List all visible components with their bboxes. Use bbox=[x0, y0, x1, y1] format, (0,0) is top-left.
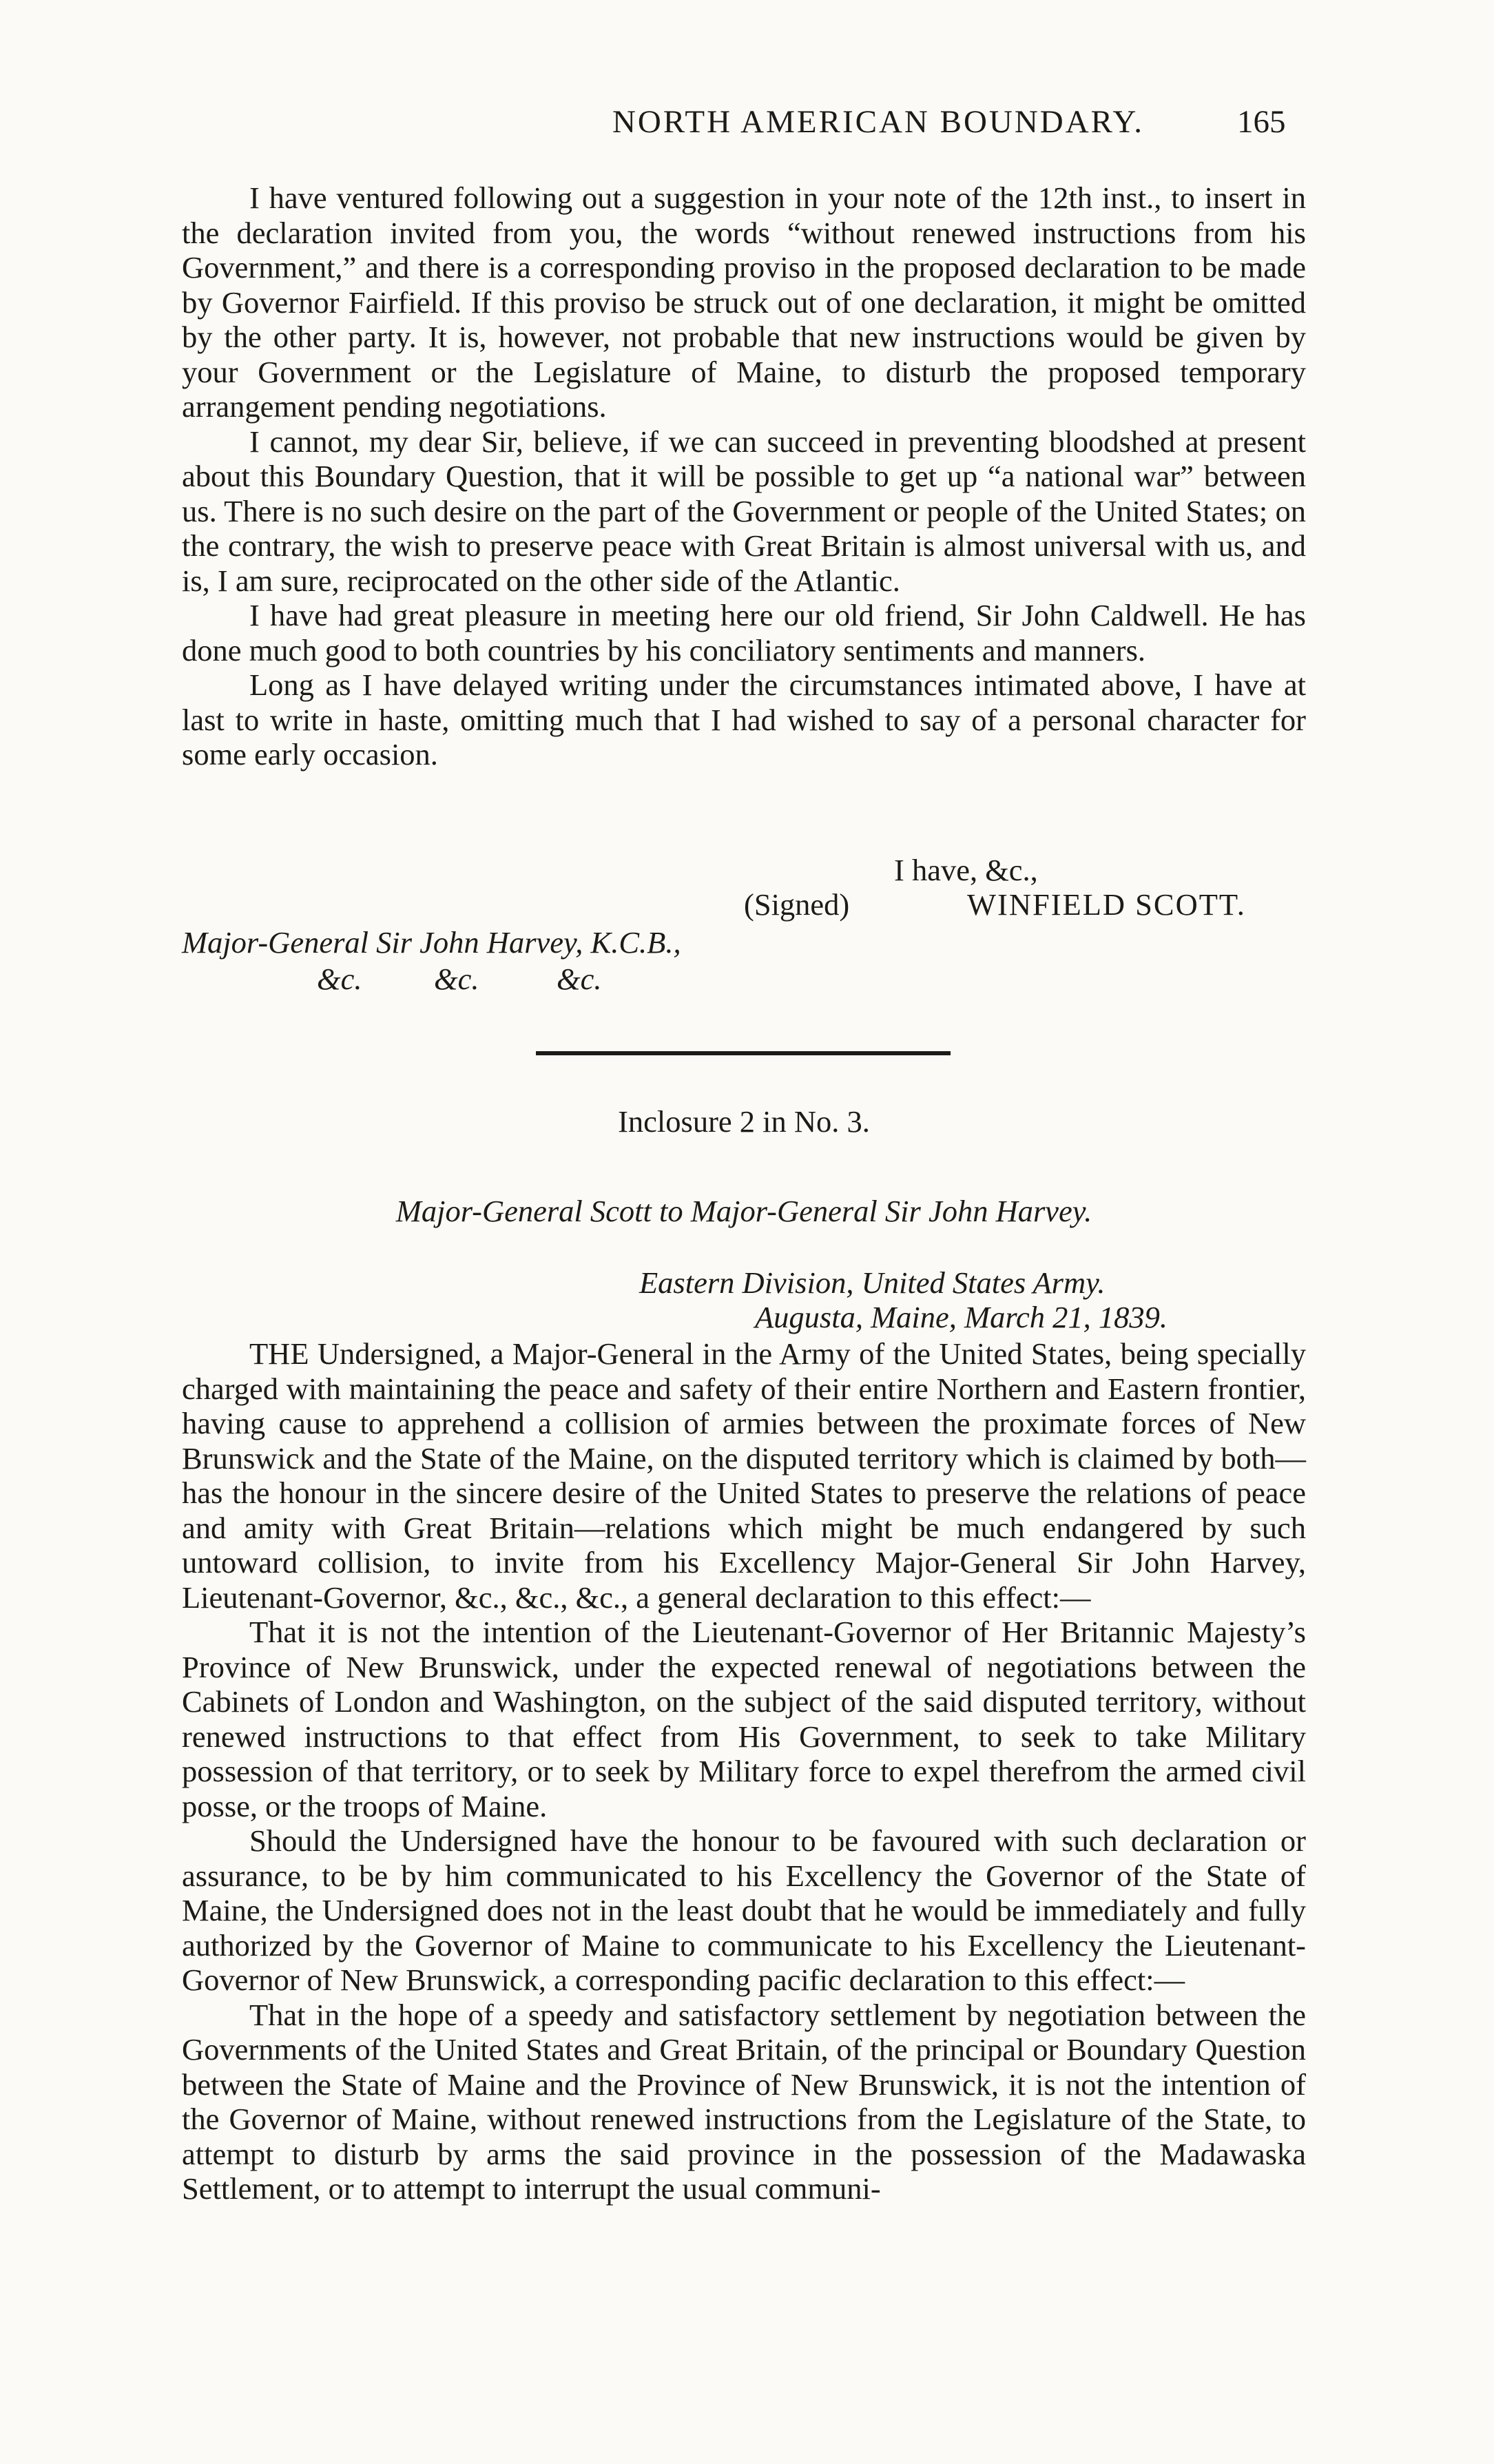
etc-mark: &c. bbox=[317, 962, 362, 996]
inclosure-subheading: Major-General Scott to Major-General Sir John Harvey. bbox=[395, 1194, 1092, 1228]
inclosure-paragraph: That in the hope of a speedy and satisfactory settlement by negotiation between the Governments of the United States and Great Britain, of the principal or Boundary Question between the State of Maine and the Province of New Brunswick, it is not the intention of the Governor of Maine, without renewed instructions from the Legislature of the State, to attempt to disturb by arms the said province in the possession of the Madawaska Settlement, or to attempt to interrupt the usual communi- bbox=[182, 1997, 1306, 2206]
inclosure-paragraph: Should the Undersigned have the honour to be favoured with such declaration or assurance, to be by him communicated to his Excellency the Governor of the State of Maine, the Undersigned does not in the least doubt that he would be immediately and fully authorized by the Governor of Maine to communicate to his Excellency the Lieutenant-Governor of New Brunswick, a corresponding pacific declaration to this effect:— bbox=[182, 1823, 1306, 1997]
letter-paragraph: I cannot, my dear Sir, believe, if we can succeed in preventing bloodshed at present about this Boundary Question, that it will be possible to get up “a national war” between us. There is no such desire on the part of the Government or people of the United States; on the contrary, the wish to preserve peace with Great Britain is almost universal with us, and is, I am sure, reciprocated on the other side of the Atlantic. bbox=[182, 424, 1306, 598]
letter-paragraph: Long as I have delayed writing under the circumstances intimated above, I have at last to write in haste, omitting much that I had wished to say of a personal character for some early occasion. bbox=[182, 667, 1306, 772]
section-divider bbox=[536, 1051, 951, 1055]
date-line: Augusta, Maine, March 21, 1839. bbox=[755, 1300, 1168, 1334]
letter-body bbox=[182, 180, 1306, 772]
inclosure-body bbox=[182, 1336, 1306, 2206]
signature: WINFIELD SCOTT. bbox=[967, 887, 1246, 922]
signed-label: (Signed) bbox=[744, 887, 850, 922]
place-line: Eastern Division, United States Army. bbox=[639, 1265, 1106, 1300]
page-number: 165 bbox=[1237, 104, 1286, 140]
inclosure-paragraph: That it is not the intention of the Lieutenant-Governor of Her Britannic Majesty’s Province of New Brunswick, under the expected renewal of negotiations between the Cabinets of London and Washington, on the subject of the said disputed territory, without renewed instructions to that effect from His Government, to seek to take Military possession of that territory, or to seek by Military force to expel therefrom the armed civil posse, or the troops of Maine. bbox=[182, 1615, 1306, 1823]
addressee: Major-General Sir John Harvey, K.C.B., bbox=[182, 925, 681, 960]
etc-mark: &c. bbox=[434, 962, 479, 996]
running-header: NORTH AMERICAN BOUNDARY. bbox=[612, 104, 1145, 140]
etc-mark: &c. bbox=[557, 962, 602, 996]
letter-paragraph: I have had great pleasure in meeting here our old friend, Sir John Caldwell. He has done much good to both countries by his conciliatory sentiments and manners. bbox=[182, 598, 1306, 667]
closing-phrase: I have, &c., bbox=[894, 853, 1038, 887]
letter-paragraph: I have ventured following out a suggestion in your note of the 12th inst., to insert in the declaration invited from you, the words “without renewed instructions from his Government,” and there is a corresponding proviso in the proposed declaration to be made by Governor Fairfield. If this proviso be struck out of one declaration, it might be omitted by the other party. It is, however, not probable that new instructions would be given by your Government or the Legislature of Maine, to disturb the proposed temporary arrangement pending negotiations. bbox=[182, 180, 1306, 424]
inclosure-paragraph: THE Undersigned, a Major-General in the Army of the United States, being specially charged with maintaining the peace and safety of their entire Northern and Eastern frontier, having cause to apprehend a collision of armies between the proximate forces of New Brunswick and the State of the Maine, on the disputed territory which is claimed by both—has the honour in the sincere desire of the United States to preserve the relations of peace and amity with Great Britain—relations which might be much endangered by such untoward collision, to invite from his Excellency Major-General Sir John Harvey, Lieutenant-Governor, &c., &c., &c., a general declaration to this effect:— bbox=[182, 1336, 1306, 1615]
inclosure-heading: Inclosure 2 in No. 3. bbox=[618, 1104, 870, 1139]
